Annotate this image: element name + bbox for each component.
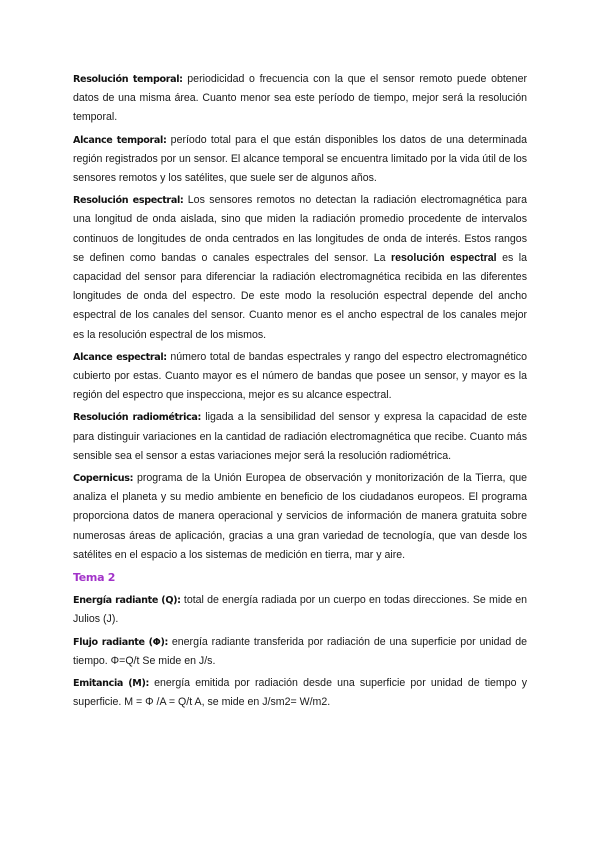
inline-bold-term: resolución espectral [391,251,497,264]
definition-text: Los sensores remotos no detectan la radiación electromagnética para una longitud de onda aislada, sino que miden la radiación promedio procedente de intervalos continuos de longitudes de onda centrados en las longitudes de onda de interés. Estos rangos se definen como bandas o canales espectrales del sensor. La [73,194,527,264]
definition-flujo-radiante [73,633,527,671]
term-label: Energía radiante (Q): [73,595,181,607]
definition-text: total de energía radiada por un cuerpo en todas direcciones. Se mide en Julios (J). [73,594,527,626]
term-label: Resolución temporal: [73,74,183,85]
definition-text: período total para el que están disponibles los datos de una determinada región registrados por un sensor. El alcance temporal se encuentra limitado por la vida útil de los sensores remotos y los satélites, que suele ser de algunos años. [73,133,528,185]
section-heading: Tema 2 [73,571,116,585]
definition-text-continued: es la capacidad del sensor para diferenciar la radiación electromagnética recibida en las diferentes longitudes de onda del espectro. De este modo la resolución espectral depende del ancho espectral de los canales del sensor. Cuanto menor es el ancho espectral de los canales mejor es la resolución espectral de los mismos. [73,251,527,341]
definition-alcance-espectral [73,348,527,406]
term-label: Resolución espectral: [73,195,184,207]
definition-resolucion-temporal [73,70,527,128]
definition-alcance-temporal [73,131,527,189]
definition-text: energía emitida por radiación desde una superficie por unidad de tiempo y superficie. M = Φ /A = Q/t A, se mide en J/sm2= W/m2. [73,677,527,709]
definition-text: programa de la Unión Europea de observación y monitorización de la Tierra, que analiza el planeta y su medio ambiente en beneficio de los ciudadanos europeos. El programa proporciona datos de manera operacional y servicios de información de manera gratuita sobre numerosas áreas de aplicación, gracias a una gran variedad de tecnología, que van desde los satélites en el espacio a los sistemas de medición en tierra, mar y aire. [73,472,527,561]
term-label: Alcance espectral: [73,351,167,363]
document-page [73,70,527,716]
term-label: Alcance temporal: [73,134,167,146]
definition-text: periodicidad o frecuencia con la que el sensor remoto puede obtener datos de una misma área. Cuanto menor sea este período de tiempo, mejor será la resolución temporal. [73,73,527,124]
definition-energia-radiante [73,591,527,629]
term-label: Resolución radiométrica: [73,412,202,424]
term-label: Copernicus: [73,473,134,485]
term-label: Emitancia (M): [73,678,149,690]
definition-resolucion-radiometrica [73,408,527,466]
definition-resolucion-espectral [73,191,527,345]
term-label: Flujo radiante (Φ): [73,636,168,648]
definition-text: número total de bandas espectrales y rango del espectro electromagnético cubierto por estas. Cuanto mayor es el número de bandas que posee un sensor, y mayor es la región del espectro que inspecciona, mejor es su alcance espectral. [73,350,527,402]
definition-copernicus [73,469,527,565]
definition-emitancia [73,674,527,712]
definition-text: ligada a la sensibilidad del sensor y expresa la capacidad de este para distinguir variaciones en la cantidad de radiación electromagnética que recibe. Cuanto más sensible sea el sensor a estas variaciones mejor será la resolución radiométrica. [73,411,527,462]
definition-text: energía radiante transferida por radiación de una superficie por unidad de tiempo. Φ=Q/t Se mide en J/s. [73,635,527,667]
